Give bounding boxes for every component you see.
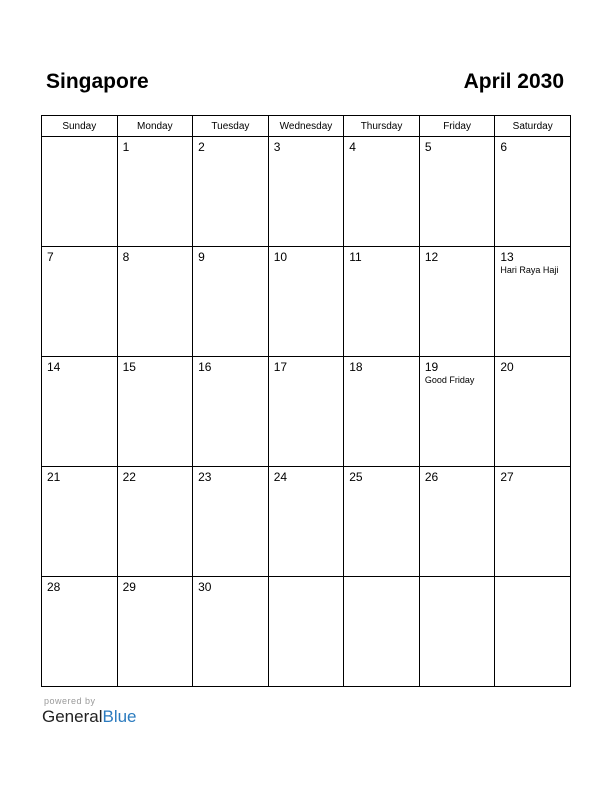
holiday-label: [495, 154, 570, 155]
holiday-label: [118, 484, 193, 485]
day-cell: [193, 577, 269, 687]
holiday-label: [42, 484, 117, 485]
day-number: 30: [198, 580, 212, 594]
day-cell: [495, 137, 571, 247]
day-cell: [419, 247, 495, 357]
week-row-5: [42, 577, 571, 687]
day-number: 28: [47, 580, 61, 594]
day-number: 23: [198, 470, 212, 484]
country-title: Singapore: [46, 70, 149, 93]
powered-by-label: powered by: [44, 696, 96, 706]
weekday-monday: Monday: [117, 116, 193, 137]
holiday-label: [269, 374, 344, 375]
day-cell: [495, 577, 571, 687]
day-cell: [42, 467, 118, 577]
day-cell: [268, 357, 344, 467]
holiday-label: [193, 484, 268, 485]
holiday-label: Good Friday: [424, 375, 475, 385]
holiday-label: [269, 484, 344, 485]
holiday-label: [193, 264, 268, 265]
day-cell: [419, 577, 495, 687]
holiday-label: [42, 264, 117, 265]
weekday-friday: Friday: [419, 116, 495, 137]
day-cell: [42, 357, 118, 467]
day-number: 10: [273, 250, 288, 264]
holiday-label: [269, 264, 344, 265]
holiday-label: [42, 594, 117, 595]
day-cell: [344, 137, 420, 247]
holiday-label: [42, 374, 117, 375]
holiday-label: [344, 264, 419, 265]
day-cell: [193, 467, 269, 577]
day-cell: [193, 247, 269, 357]
day-number: 8: [122, 250, 130, 264]
day-number: 15: [122, 360, 136, 374]
footer-branding: [42, 696, 137, 727]
day-cell: [495, 357, 571, 467]
holiday-label: [193, 154, 268, 155]
weekday-saturday: Saturday: [495, 116, 571, 137]
holiday-label: [344, 484, 419, 485]
holiday-label: [118, 154, 193, 155]
holiday-label: [495, 580, 570, 581]
weekday-sunday: Sunday: [42, 116, 118, 137]
day-number: 27: [500, 470, 514, 484]
day-number: 1: [122, 140, 130, 154]
day-cell: [344, 247, 420, 357]
week-row-3: [42, 357, 571, 467]
day-cell: [117, 247, 193, 357]
holiday-label: [193, 374, 268, 375]
holiday-label: [269, 154, 344, 155]
day-number: 13: [500, 250, 514, 264]
day-number: 14: [47, 360, 61, 374]
holiday-label: [495, 484, 570, 485]
week-row-4: [42, 467, 571, 577]
holiday-label: [269, 580, 344, 581]
day-cell: [268, 247, 344, 357]
week-row-2: [42, 247, 571, 357]
day-cell: [344, 577, 420, 687]
day-cell: [42, 577, 118, 687]
day-cell: [42, 137, 118, 247]
day-number: 18: [349, 360, 363, 374]
holiday-label: [495, 374, 570, 375]
holiday-label: [344, 580, 419, 581]
day-number: 16: [198, 360, 212, 374]
day-cell: [419, 357, 495, 467]
weekday-wednesday: Wednesday: [268, 116, 344, 137]
day-cell: [117, 137, 193, 247]
day-cell: [42, 247, 118, 357]
day-cell: [193, 137, 269, 247]
holiday-label: Hari Raya Haji: [500, 265, 559, 275]
day-number: 17: [273, 360, 288, 374]
day-number: 2: [198, 140, 205, 154]
holiday-label: [420, 580, 495, 581]
holiday-label: [193, 594, 268, 595]
holiday-label: [118, 264, 193, 265]
day-cell: [495, 247, 571, 357]
day-number: 4: [349, 140, 356, 154]
holiday-label: [118, 374, 193, 375]
day-number: 29: [122, 580, 136, 594]
week-row-1: [42, 137, 571, 247]
calendar-grid: [41, 115, 571, 687]
day-cell: [419, 467, 495, 577]
day-cell: [268, 137, 344, 247]
day-cell: [344, 357, 420, 467]
day-number: 9: [198, 250, 205, 264]
brand-general-text: General: [42, 707, 103, 726]
month-year-title: April 2030: [463, 70, 564, 93]
holiday-label: [420, 264, 495, 265]
day-number: 5: [424, 140, 432, 154]
day-cell: [268, 467, 344, 577]
holiday-label: [344, 154, 419, 155]
day-number: 3: [273, 140, 281, 154]
weekday-header-row: [42, 116, 571, 137]
day-cell: [117, 467, 193, 577]
day-number: 26: [424, 470, 439, 484]
calendar-header: [42, 70, 570, 100]
day-cell: [495, 467, 571, 577]
brand-blue-text: Blue: [102, 707, 137, 726]
day-number: 24: [273, 470, 288, 484]
holiday-label: [344, 374, 419, 375]
day-number: 25: [349, 470, 363, 484]
day-cell: [419, 137, 495, 247]
day-cell: [117, 357, 193, 467]
day-number: 21: [47, 470, 61, 484]
day-cell: [344, 467, 420, 577]
day-number: 12: [424, 250, 439, 264]
day-cell: [117, 577, 193, 687]
day-number: 11: [349, 250, 362, 264]
generalblue-logo: [42, 707, 137, 727]
day-number: 19: [424, 360, 439, 374]
day-cell: [268, 577, 344, 687]
weekday-thursday: Thursday: [344, 116, 420, 137]
holiday-label: [420, 484, 495, 485]
weekday-tuesday: Tuesday: [193, 116, 269, 137]
holiday-label: [118, 594, 193, 595]
day-number: 22: [122, 470, 136, 484]
holiday-label: [42, 140, 117, 141]
day-number: 7: [47, 250, 54, 264]
holiday-label: [420, 154, 495, 155]
day-number: 6: [500, 140, 508, 154]
day-number: 20: [500, 360, 514, 374]
day-cell: [193, 357, 269, 467]
